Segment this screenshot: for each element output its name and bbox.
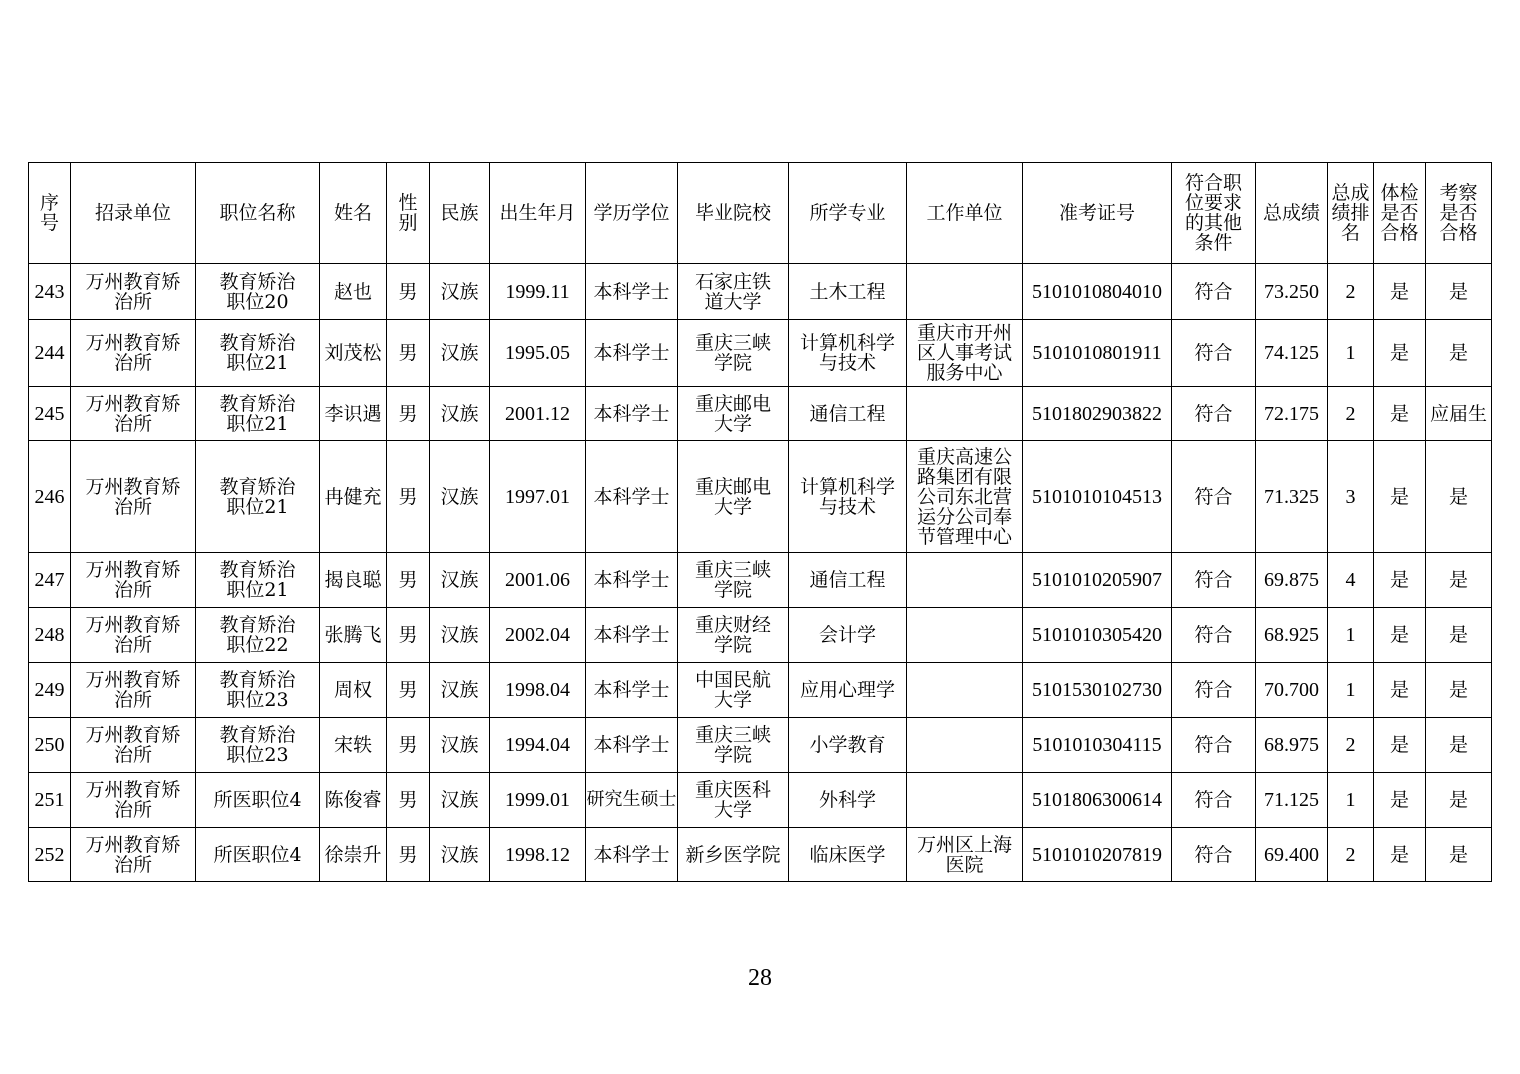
- cell-unit: 万州教育矫 治所: [71, 663, 196, 718]
- cell-score: 69.875: [1256, 553, 1328, 608]
- cell-rank: 2: [1328, 718, 1374, 773]
- cell-gender: 男: [387, 718, 430, 773]
- cell-employer: 重庆市开州 区人事考试 服务中心: [907, 320, 1023, 387]
- cell-ethnicity: 汉族: [430, 387, 490, 441]
- cell-degree: 本科学士: [586, 828, 678, 882]
- cell-exam-id: 5101010304115: [1023, 718, 1172, 773]
- cell-birth: 1999.11: [490, 264, 586, 320]
- cell-conditions: 符合: [1172, 718, 1256, 773]
- cell-degree: 本科学士: [586, 264, 678, 320]
- cell-name: 揭良聪: [320, 553, 387, 608]
- cell-score: 70.700: [1256, 663, 1328, 718]
- cell-ethnicity: 汉族: [430, 441, 490, 553]
- cell-employer: 重庆高速公 路集团有限 公司东北营 运分公司奉 节管理中心: [907, 441, 1023, 553]
- cell-name: 周权: [320, 663, 387, 718]
- cell-school: 重庆邮电 大学: [678, 441, 789, 553]
- header-gender: 性 别: [387, 163, 430, 264]
- cell-ethnicity: 汉族: [430, 718, 490, 773]
- cell-gender: 男: [387, 773, 430, 828]
- cell-inspection: 是: [1426, 264, 1492, 320]
- cell-birth: 2001.12: [490, 387, 586, 441]
- cell-name: 赵也: [320, 264, 387, 320]
- cell-birth: 1998.04: [490, 663, 586, 718]
- cell-school: 重庆邮电 大学: [678, 387, 789, 441]
- cell-seq: 249: [29, 663, 71, 718]
- cell-position: 教育矫治 职位20: [196, 264, 320, 320]
- cell-name: 陈俊睿: [320, 773, 387, 828]
- cell-physical: 是: [1374, 828, 1426, 882]
- cell-inspection: 是: [1426, 608, 1492, 663]
- cell-school: 重庆三峡 学院: [678, 553, 789, 608]
- cell-birth: 2001.06: [490, 553, 586, 608]
- cell-gender: 男: [387, 320, 430, 387]
- cell-rank: 2: [1328, 387, 1374, 441]
- table-row: [29, 608, 1492, 663]
- cell-unit: 万州教育矫 治所: [71, 718, 196, 773]
- cell-school: 中国民航 大学: [678, 663, 789, 718]
- cell-ethnicity: 汉族: [430, 553, 490, 608]
- cell-degree: 本科学士: [586, 608, 678, 663]
- cell-score: 69.400: [1256, 828, 1328, 882]
- cell-position: 教育矫治 职位21: [196, 553, 320, 608]
- results-table: [28, 162, 1492, 882]
- cell-conditions: 符合: [1172, 663, 1256, 718]
- cell-gender: 男: [387, 608, 430, 663]
- cell-gender: 男: [387, 264, 430, 320]
- cell-position: 所医职位4: [196, 773, 320, 828]
- cell-unit: 万州教育矫 治所: [71, 828, 196, 882]
- header-major: 所学专业: [789, 163, 907, 264]
- cell-score: 72.175: [1256, 387, 1328, 441]
- cell-physical: 是: [1374, 608, 1426, 663]
- cell-degree: 本科学士: [586, 718, 678, 773]
- cell-ethnicity: 汉族: [430, 264, 490, 320]
- cell-major: 临床医学: [789, 828, 907, 882]
- cell-employer: [907, 264, 1023, 320]
- table-row: [29, 663, 1492, 718]
- cell-degree: 本科学士: [586, 441, 678, 553]
- cell-rank: 2: [1328, 828, 1374, 882]
- header-conditions: 符合职 位要求 的其他 条件: [1172, 163, 1256, 264]
- cell-major: 会计学: [789, 608, 907, 663]
- cell-rank: 1: [1328, 320, 1374, 387]
- table-row: [29, 264, 1492, 320]
- header-score: 总成绩: [1256, 163, 1328, 264]
- cell-exam-id: 5101530102730: [1023, 663, 1172, 718]
- cell-major: 计算机科学 与技术: [789, 320, 907, 387]
- cell-school: 重庆三峡 学院: [678, 320, 789, 387]
- cell-position: 所医职位4: [196, 828, 320, 882]
- cell-exam-id: 5101802903822: [1023, 387, 1172, 441]
- cell-physical: 是: [1374, 663, 1426, 718]
- cell-seq: 247: [29, 553, 71, 608]
- cell-seq: 250: [29, 718, 71, 773]
- header-degree: 学历学位: [586, 163, 678, 264]
- cell-ethnicity: 汉族: [430, 320, 490, 387]
- cell-seq: 243: [29, 264, 71, 320]
- cell-degree: 本科学士: [586, 387, 678, 441]
- header-rank: 总成 绩排 名: [1328, 163, 1374, 264]
- cell-major: 小学教育: [789, 718, 907, 773]
- cell-exam-id: 5101010104513: [1023, 441, 1172, 553]
- cell-employer: [907, 553, 1023, 608]
- cell-inspection: 是: [1426, 441, 1492, 553]
- cell-physical: 是: [1374, 441, 1426, 553]
- table-body: [29, 264, 1492, 882]
- cell-birth: 1995.05: [490, 320, 586, 387]
- table-row: [29, 387, 1492, 441]
- cell-seq: 246: [29, 441, 71, 553]
- cell-seq: 252: [29, 828, 71, 882]
- cell-conditions: 符合: [1172, 773, 1256, 828]
- cell-rank: 3: [1328, 441, 1374, 553]
- cell-inspection: 是: [1426, 320, 1492, 387]
- cell-birth: 1998.12: [490, 828, 586, 882]
- cell-employer: [907, 718, 1023, 773]
- cell-seq: 245: [29, 387, 71, 441]
- cell-major: 计算机科学 与技术: [789, 441, 907, 553]
- cell-score: 68.925: [1256, 608, 1328, 663]
- results-table-container: [28, 162, 1492, 882]
- cell-employer: [907, 608, 1023, 663]
- cell-ethnicity: 汉族: [430, 608, 490, 663]
- cell-birth: 2002.04: [490, 608, 586, 663]
- cell-unit: 万州教育矫 治所: [71, 553, 196, 608]
- cell-gender: 男: [387, 553, 430, 608]
- table-header-row: [29, 163, 1492, 264]
- cell-birth: 1999.01: [490, 773, 586, 828]
- cell-gender: 男: [387, 387, 430, 441]
- header-seq: 序 号: [29, 163, 71, 264]
- cell-birth: 1997.01: [490, 441, 586, 553]
- table-row: [29, 773, 1492, 828]
- cell-rank: 1: [1328, 773, 1374, 828]
- cell-unit: 万州教育矫 治所: [71, 441, 196, 553]
- table-row: [29, 553, 1492, 608]
- cell-score: 68.975: [1256, 718, 1328, 773]
- cell-conditions: 符合: [1172, 553, 1256, 608]
- cell-inspection: 是: [1426, 553, 1492, 608]
- cell-exam-id: 5101010801911: [1023, 320, 1172, 387]
- cell-seq: 248: [29, 608, 71, 663]
- cell-physical: 是: [1374, 320, 1426, 387]
- cell-exam-id: 5101010207819: [1023, 828, 1172, 882]
- header-position: 职位名称: [196, 163, 320, 264]
- table-row: [29, 828, 1492, 882]
- cell-school: 石家庄铁 道大学: [678, 264, 789, 320]
- cell-position: 教育矫治 职位23: [196, 663, 320, 718]
- cell-physical: 是: [1374, 718, 1426, 773]
- cell-name: 冉健充: [320, 441, 387, 553]
- cell-exam-id: 5101010205907: [1023, 553, 1172, 608]
- cell-inspection: 是: [1426, 773, 1492, 828]
- cell-conditions: 符合: [1172, 387, 1256, 441]
- cell-rank: 1: [1328, 608, 1374, 663]
- cell-birth: 1994.04: [490, 718, 586, 773]
- cell-score: 74.125: [1256, 320, 1328, 387]
- cell-position: 教育矫治 职位21: [196, 441, 320, 553]
- header-ethnicity: 民族: [430, 163, 490, 264]
- cell-employer: [907, 773, 1023, 828]
- header-birth: 出生年月: [490, 163, 586, 264]
- cell-degree: 本科学士: [586, 553, 678, 608]
- cell-inspection: 是: [1426, 828, 1492, 882]
- cell-major: 通信工程: [789, 553, 907, 608]
- cell-seq: 251: [29, 773, 71, 828]
- cell-ethnicity: 汉族: [430, 773, 490, 828]
- cell-major: 外科学: [789, 773, 907, 828]
- cell-position: 教育矫治 职位21: [196, 387, 320, 441]
- cell-conditions: 符合: [1172, 320, 1256, 387]
- cell-seq: 244: [29, 320, 71, 387]
- header-unit: 招录单位: [71, 163, 196, 264]
- cell-ethnicity: 汉族: [430, 828, 490, 882]
- cell-school: 新乡医学院: [678, 828, 789, 882]
- cell-position: 教育矫治 职位21: [196, 320, 320, 387]
- header-school: 毕业院校: [678, 163, 789, 264]
- cell-physical: 是: [1374, 553, 1426, 608]
- cell-inspection: 是: [1426, 663, 1492, 718]
- cell-physical: 是: [1374, 773, 1426, 828]
- cell-gender: 男: [387, 441, 430, 553]
- cell-exam-id: 5101806300614: [1023, 773, 1172, 828]
- cell-gender: 男: [387, 663, 430, 718]
- page-number: 28: [748, 965, 772, 991]
- cell-degree: 本科学士: [586, 663, 678, 718]
- cell-position: 教育矫治 职位23: [196, 718, 320, 773]
- cell-employer: [907, 663, 1023, 718]
- cell-name: 刘茂松: [320, 320, 387, 387]
- cell-score: 73.250: [1256, 264, 1328, 320]
- cell-unit: 万州教育矫 治所: [71, 773, 196, 828]
- cell-physical: 是: [1374, 387, 1426, 441]
- cell-major: 通信工程: [789, 387, 907, 441]
- cell-inspection: 应届生: [1426, 387, 1492, 441]
- cell-score: 71.325: [1256, 441, 1328, 553]
- header-physical: 体检 是否 合格: [1374, 163, 1426, 264]
- cell-conditions: 符合: [1172, 264, 1256, 320]
- cell-name: 宋轶: [320, 718, 387, 773]
- cell-major: 应用心理学: [789, 663, 907, 718]
- cell-school: 重庆医科 大学: [678, 773, 789, 828]
- cell-name: 徐崇升: [320, 828, 387, 882]
- cell-exam-id: 5101010305420: [1023, 608, 1172, 663]
- header-employer: 工作单位: [907, 163, 1023, 264]
- cell-conditions: 符合: [1172, 608, 1256, 663]
- cell-score: 71.125: [1256, 773, 1328, 828]
- cell-rank: 4: [1328, 553, 1374, 608]
- cell-exam-id: 5101010804010: [1023, 264, 1172, 320]
- table-row: [29, 718, 1492, 773]
- cell-rank: 2: [1328, 264, 1374, 320]
- cell-conditions: 符合: [1172, 441, 1256, 553]
- cell-degree: 本科学士: [586, 320, 678, 387]
- table-row: [29, 441, 1492, 553]
- cell-unit: 万州教育矫 治所: [71, 387, 196, 441]
- cell-major: 土木工程: [789, 264, 907, 320]
- cell-conditions: 符合: [1172, 828, 1256, 882]
- cell-ethnicity: 汉族: [430, 663, 490, 718]
- cell-degree: 研究生硕士: [586, 773, 678, 828]
- cell-employer: [907, 387, 1023, 441]
- cell-school: 重庆三峡 学院: [678, 718, 789, 773]
- cell-employer: 万州区上海 医院: [907, 828, 1023, 882]
- header-exam-id: 准考证号: [1023, 163, 1172, 264]
- cell-physical: 是: [1374, 264, 1426, 320]
- cell-school: 重庆财经 学院: [678, 608, 789, 663]
- cell-rank: 1: [1328, 663, 1374, 718]
- table-row: [29, 320, 1492, 387]
- cell-name: 李识遇: [320, 387, 387, 441]
- cell-inspection: 是: [1426, 718, 1492, 773]
- cell-unit: 万州教育矫 治所: [71, 608, 196, 663]
- header-inspection: 考察 是否 合格: [1426, 163, 1492, 264]
- cell-unit: 万州教育矫 治所: [71, 264, 196, 320]
- cell-name: 张腾飞: [320, 608, 387, 663]
- cell-unit: 万州教育矫 治所: [71, 320, 196, 387]
- cell-gender: 男: [387, 828, 430, 882]
- header-name: 姓名: [320, 163, 387, 264]
- cell-position: 教育矫治 职位22: [196, 608, 320, 663]
